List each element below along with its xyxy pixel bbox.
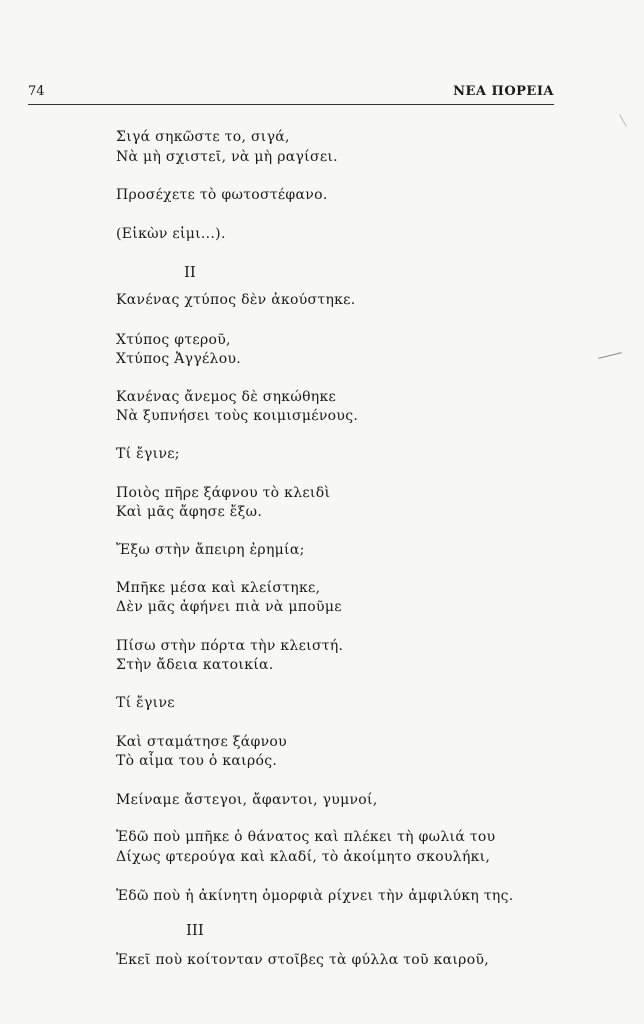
scan-mark	[598, 352, 622, 359]
poem-line: Δὲν μᾶς ἀφήνει πιὰ νὰ μποῦμε	[116, 599, 342, 615]
poem-line: Τί ἔγινε	[116, 695, 175, 711]
poem-line: Στὴν ἄδεια κατοικία.	[116, 657, 274, 673]
section-heading-iii: III	[186, 921, 204, 939]
scan-mark	[619, 114, 627, 127]
poem-line: Μπῆκε μέσα καὶ κλείστηκε,	[116, 580, 321, 596]
poem-line: Ἐδῶ ποὺ ἡ ἀκίνητη ὀμορφιὰ ρίχνει τὴν ἀμφιλύκη της.	[116, 888, 514, 904]
poem-line: Ἐδῶ ποὺ μπῆκε ὁ θάνατος καὶ πλέκει τὴ φωλιά του	[116, 829, 496, 845]
poem-line: Ποιὸς πῆρε ξάφνου τὸ κλειδὶ	[116, 485, 331, 501]
poem-line: Πίσω στὴν πόρτα τὴν κλειστή.	[116, 638, 344, 654]
poem-line: Κανένας χτύπος δὲν ἀκούστηκε.	[116, 292, 356, 308]
poem-line: Χτύπος φτεροῦ,	[116, 332, 231, 348]
poem-line: Μείναμε ἄστεγοι, ἄφαντοι, γυμνοί,	[116, 792, 378, 808]
poem-line: Ἐκεῖ ποὺ κοίτονταν στοῖβες τὰ φύλλα τοῦ καιροῦ,	[116, 952, 490, 968]
poem-line: Χτύπος Ἀγγέλου.	[116, 351, 242, 367]
poem-line: Ἔξω στὴν ἄπειρη ἐρημία;	[116, 542, 305, 558]
poem-line: Τὸ αἷμα του ὁ καιρός.	[116, 753, 278, 769]
poem-line: Σιγά σηκῶστε το, σιγά,	[116, 129, 290, 145]
page-header	[28, 84, 554, 105]
section-heading-ii: II	[184, 263, 196, 281]
poem-line: Καὶ μᾶς ἄφησε ἔξω.	[116, 504, 263, 520]
poem-line: Καὶ σταμάτησε ξάφνου	[116, 734, 287, 750]
poem-line: Νὰ μὴ σχιστεῖ, νὰ μὴ ραγίσει.	[116, 149, 338, 165]
poem-line: Δίχως φτερούγα καὶ κλαδί, τὸ ἀκοίμητο σκουλήκι,	[116, 849, 491, 865]
poem-line: (Εἰκὼν εἰμι...).	[116, 226, 226, 242]
poem-line: Τί ἔγινε;	[116, 446, 180, 462]
poem-line: Κανένας ἄνεμος δὲ σηκώθηκε	[116, 389, 337, 405]
running-title: ΝΕΑ ΠΟΡΕΙΑ	[453, 84, 554, 99]
page-number: 74	[28, 84, 45, 99]
poem-line: Προσέχετε τὸ φωτοστέφανο.	[116, 187, 328, 203]
poem-line: Νὰ ξυπνήσει τοὺς κοιμισμένους.	[116, 408, 359, 424]
